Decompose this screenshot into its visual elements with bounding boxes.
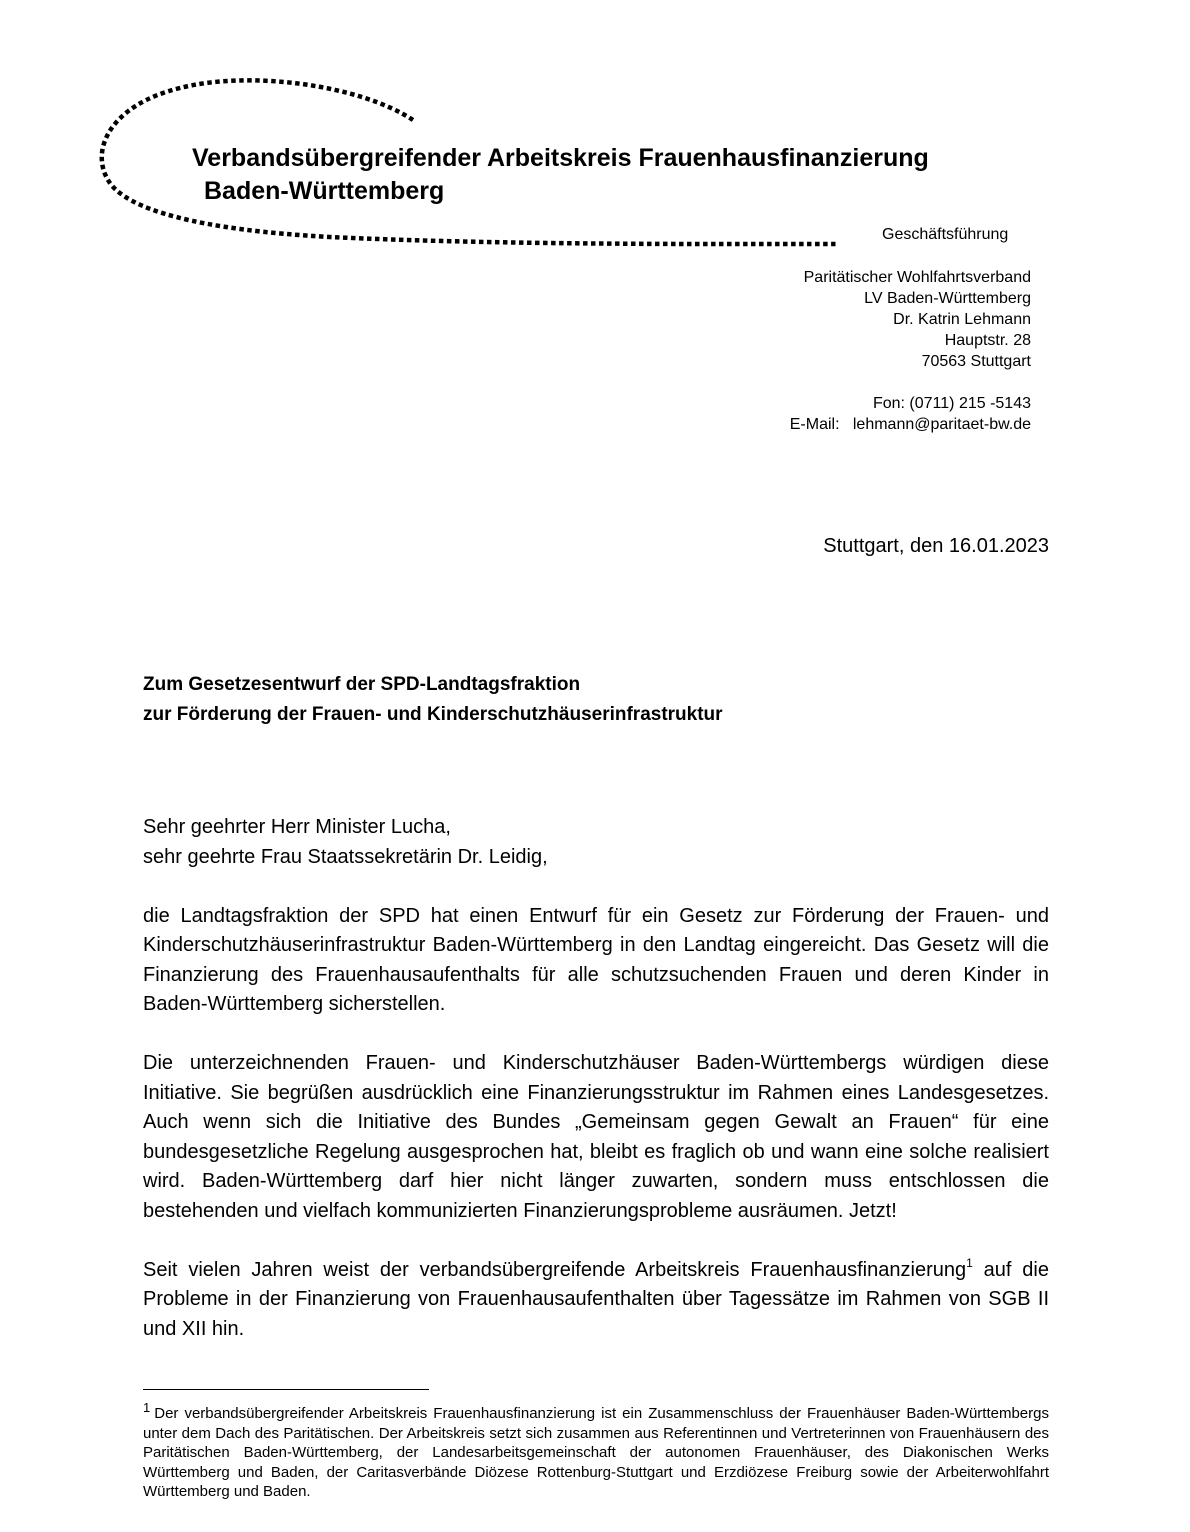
section-label: Geschäftsführung <box>882 226 1009 243</box>
salutation <box>143 813 1049 872</box>
sender-street: Hauptstr. 28 <box>944 332 1031 349</box>
date-line: Stuttgart, den 16.01.2023 <box>823 535 1049 557</box>
paragraph-3-end: auf die Probleme in der Finanzierung von Frauenhausaufenthalten über Tagessätze im Rahmen von SGB II und XII hin. <box>143 1258 1049 1340</box>
salutation-line1: Sehr geehrter Herr Minister Lucha, <box>143 816 451 838</box>
footnote-number: 1 <box>143 1400 151 1415</box>
org-name-line1: Verbandsübergreifender Arbeitskreis Frauenhausfinanzierung <box>192 144 929 172</box>
sender-address-block <box>790 267 1031 435</box>
subject-line2: zur Förderung der Frauen- und Kinderschutzhäuserinfrastruktur <box>143 704 723 725</box>
sender-email-row <box>790 414 1031 435</box>
paragraph-1: die Landtagsfraktion der SPD hat einen Entwurf für ein Gesetz zur Förderung der Frauen- und Kinderschutzhäuserinfrastruktur Baden-Württemberg in den Landtag eingereicht. Das Gesetz will die Finanzierung des Frauenhausaufenthalts für alle schutzsuchenden Frauen und deren Kinder in Baden-Württemberg sicherstellen. <box>143 904 1049 1015</box>
sender-phone: Fon: (0711) 215 -5143 <box>872 395 1031 412</box>
sender-city: 70563 Stuttgart <box>921 353 1031 370</box>
paragraph-2: Die unterzeichnenden Frauen- und Kinderschutzhäuser Baden-Württembergs würdigen diese Initiative. Sie begrüßen ausdrücklich eine Finanzierungsstruktur im Rahmen eines Landesgesetzes. Auch wenn sich die Initiative des Bundes „Gemeinsam gegen Gewalt an Frauen“ für eine bundesgesetzliche Regelung ausgesprochen hat, bleibt es fraglich ob und wann eine solche realisiert wird. Baden-Württemberg darf hier nicht länger zuwarten, sondern muss entschlossen die bestehenden und vielfach kommunizierten Finanzierungsprobleme ausräumen. Jetzt! <box>143 1052 1049 1222</box>
footnote-separator <box>143 1389 429 1390</box>
sender-branch: LV Baden-Württemberg <box>864 290 1031 307</box>
sender-name: Dr. Katrin Lehmann <box>893 311 1031 328</box>
letterhead-title <box>192 142 929 208</box>
letter-body <box>143 813 1049 1374</box>
salutation-line2: sehr geehrte Frau Staatssekretärin Dr. Leidig, <box>143 845 548 868</box>
sender-email-link[interactable]: lehmann@paritaet-bw.de <box>852 416 1031 433</box>
paragraph-3 <box>143 1256 1049 1345</box>
footnote-reference[interactable]: 1 <box>966 1255 973 1270</box>
sender-org: Paritätischer Wohlfahrtsverband <box>803 269 1031 286</box>
paragraph-3-start: Seit vielen Jahren weist der verbandsübergreifende Arbeitskreis Frauenhausfinanzierung <box>143 1258 967 1281</box>
footnote-text: Der verbandsübergreifender Arbeitskreis Frauenhausfinanzierung ist ein Zusammenschluss der Frauenhäuser Baden-Württembergs unter dem Dach des Paritätischen. Der Arbeitskreis setzt sich zusammen aus Referentinnen und Vertreterinnen von Frauenhäusern des Paritätischen Baden-Württemberg, der Landesarbeitsgemeinschaft der autonomen Frauenhäuser, des Diakonischen Werks Württemberg und Baden, der Caritasverbände Diözese Rottenburg-Stuttgart und Erzdiözese Freiburg sowie der Arbeiterwohlfahrt Württemberg und Baden. <box>143 1405 1049 1500</box>
org-name-line2: Baden-Württemberg <box>204 177 445 205</box>
footnote <box>143 1400 1049 1502</box>
email-label: E-Mail: <box>789 416 840 433</box>
dotted-swoosh-logo-icon <box>0 0 1190 260</box>
subject-heading <box>143 670 723 730</box>
subject-line1: Zum Gesetzesentwurf der SPD-Landtagsfraktion <box>143 674 581 695</box>
